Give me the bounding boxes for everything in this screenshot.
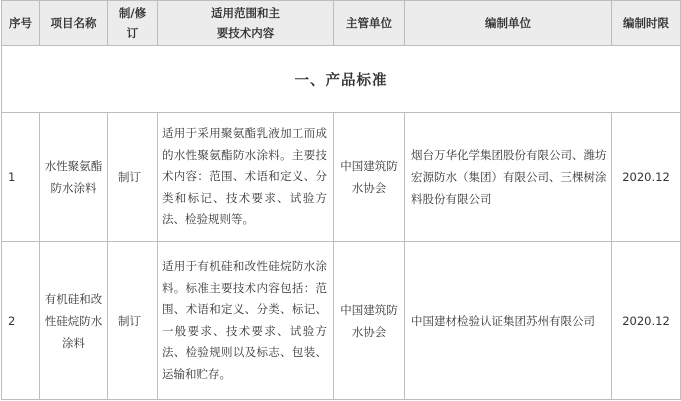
header-dept: 主管单位 [334,1,405,46]
header-org: 编制单位 [405,1,612,46]
section-title: 一、产品标准 [2,46,681,113]
row-org: 烟台万华化学集团股份有限公司、潍坊宏源防水（集团）有限公司、三棵树涂料股份有限公司 [405,113,612,242]
row-name: 水性聚氨酯防水涂料 [40,113,108,242]
row-scope: 适用于采用聚氨酯乳液加工而成的水性聚氨酯防水涂料。主要技术内容：范围、术语和定义、分类和标记、技术要求、试验方法、检验规则等。 [158,113,334,242]
row-dept: 中国建筑防水协会 [334,242,405,400]
header-type-text: 制/修订 [118,6,147,40]
row-date: 2020.12 [612,113,681,242]
table-row [2,113,681,242]
header-scope-text: 适用范围和主要技术内容 [210,6,280,40]
row-no: 2 [2,242,40,400]
section-row [2,46,681,113]
header-scope [158,1,334,46]
table-header-row [2,1,681,46]
header-no-text: 序号 [9,16,32,30]
table-row [2,242,681,400]
row-name: 有机硅和改性硅烷防水涂料 [40,242,108,400]
header-no [2,1,40,46]
header-date: 编制时限 [612,1,681,46]
header-name: 项目名称 [40,1,108,46]
row-no: 1 [2,113,40,242]
row-dept: 中国建筑防水协会 [334,113,405,242]
header-type [108,1,158,46]
row-date: 2020.12 [612,242,681,400]
row-scope: 适用于有机硅和改性硅烷防水涂料。标准主要技术内容包括：范围、术语和定义、分类、标记、一般要求、技术要求、试验方法、检验规则以及标志、包装、运输和贮存。 [158,242,334,400]
row-type: 制订 [108,242,158,400]
standards-table [1,0,681,400]
row-org: 中国建材检验认证集团苏州有限公司 [405,242,612,400]
row-type: 制订 [108,113,158,242]
